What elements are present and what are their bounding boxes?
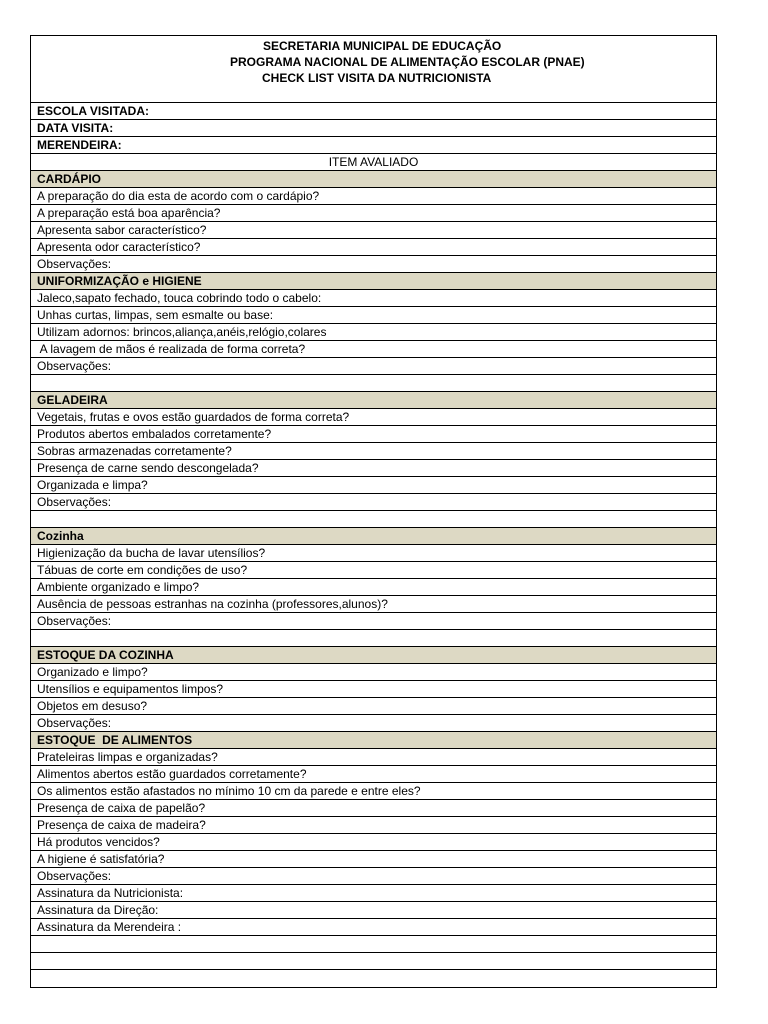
blank-row[interactable] — [31, 630, 716, 647]
estoque-cozinha-observacoes[interactable]: Observações: — [31, 715, 716, 732]
uniformizacao-item[interactable]: Utilizam adornos: brincos,aliança,anéis,relógio,colares — [31, 324, 716, 341]
section-estoque-alimentos: ESTOQUE DE ALIMENTOS — [31, 732, 716, 749]
section-uniformizacao: UNIFORMIZAÇÃO e HIGIENE — [31, 273, 716, 290]
geladeira-item[interactable]: Produtos abertos embalados corretamente? — [31, 426, 716, 443]
geladeira-item[interactable]: Vegetais, frutas e ovos estão guardados de forma correta? — [31, 409, 716, 426]
geladeira-item[interactable]: Sobras armazenadas corretamente? — [31, 443, 716, 460]
estoque-alimentos-item[interactable]: Presença de caixa de madeira? — [31, 817, 716, 834]
cozinha-item[interactable]: Ausência de pessoas estranhas na cozinha (professores,alunos)? — [31, 596, 716, 613]
uniformizacao-observacoes[interactable]: Observações: — [31, 358, 716, 375]
escola-visitada-field[interactable]: ESCOLA VISITADA: — [31, 103, 716, 120]
blank-row[interactable] — [31, 970, 716, 987]
section-cozinha: Cozinha — [31, 528, 716, 545]
cozinha-observacoes[interactable]: Observações: — [31, 613, 716, 630]
section-cardapio: CARDÁPIO — [31, 171, 716, 188]
header-line-1: SECRETARIA MUNICIPAL DE EDUCAÇÃO — [263, 39, 502, 53]
blank-row[interactable] — [31, 375, 716, 392]
estoque-cozinha-item[interactable]: Objetos em desuso? — [31, 698, 716, 715]
geladeira-item[interactable]: Organizada e limpa? — [31, 477, 716, 494]
merendeira-field[interactable]: MERENDEIRA: — [31, 137, 716, 154]
estoque-alimentos-item[interactable]: Prateleiras limpas e organizadas? — [31, 749, 716, 766]
header-line-3: CHECK LIST VISITA DA NUTRICIONISTA — [262, 71, 492, 85]
header-line-2: PROGRAMA NACIONAL DE ALIMENTAÇÃO ESCOLAR (PNAE) — [230, 55, 585, 69]
cozinha-item[interactable]: Ambiente organizado e limpo? — [31, 579, 716, 596]
checklist-form — [30, 35, 717, 988]
blank-row[interactable] — [31, 511, 716, 528]
cozinha-item[interactable]: Tábuas de corte em condições de uso? — [31, 562, 716, 579]
cardapio-item[interactable]: Apresenta sabor característico? — [31, 222, 716, 239]
cardapio-item[interactable]: A preparação do dia esta de acordo com o cardápio? — [31, 188, 716, 205]
item-avaliado-heading: ITEM AVALIADO — [31, 154, 716, 171]
cardapio-item[interactable]: Apresenta odor característico? — [31, 239, 716, 256]
signature-nutricionista[interactable]: Assinatura da Nutricionista: — [31, 885, 716, 902]
uniformizacao-item[interactable]: A lavagem de mãos é realizada de forma correta? — [31, 341, 716, 358]
estoque-alimentos-item[interactable]: Alimentos abertos estão guardados corretamente? — [31, 766, 716, 783]
estoque-alimentos-item[interactable]: Há produtos vencidos? — [31, 834, 716, 851]
geladeira-observacoes[interactable]: Observações: — [31, 494, 716, 511]
estoque-alimentos-item[interactable]: Presença de caixa de papelão? — [31, 800, 716, 817]
estoque-alimentos-item[interactable]: Os alimentos estão afastados no mínimo 10 cm da parede e entre eles? — [31, 783, 716, 800]
uniformizacao-item[interactable]: Unhas curtas, limpas, sem esmalte ou base: — [31, 307, 716, 324]
signature-merendeira[interactable]: Assinatura da Merendeira : — [31, 919, 716, 936]
data-visita-field[interactable]: DATA VISITA: — [31, 120, 716, 137]
estoque-cozinha-item[interactable]: Organizado e limpo? — [31, 664, 716, 681]
blank-row[interactable] — [31, 936, 716, 953]
cardapio-observacoes[interactable]: Observações: — [31, 256, 716, 273]
uniformizacao-item[interactable]: Jaleco,sapato fechado, touca cobrindo todo o cabelo: — [31, 290, 716, 307]
section-estoque-cozinha: ESTOQUE DA COZINHA — [31, 647, 716, 664]
form-header — [31, 36, 716, 103]
estoque-alimentos-item[interactable]: A higiene é satisfatória? — [31, 851, 716, 868]
blank-row[interactable] — [31, 953, 716, 970]
signature-direcao[interactable]: Assinatura da Direção: — [31, 902, 716, 919]
geladeira-item[interactable]: Presença de carne sendo descongelada? — [31, 460, 716, 477]
estoque-cozinha-item[interactable]: Utensílios e equipamentos limpos? — [31, 681, 716, 698]
cozinha-item[interactable]: Higienização da bucha de lavar utensílios? — [31, 545, 716, 562]
estoque-alimentos-observacoes[interactable]: Observações: — [31, 868, 716, 885]
cardapio-item[interactable]: A preparação está boa aparência? — [31, 205, 716, 222]
section-geladeira: GELADEIRA — [31, 392, 716, 409]
